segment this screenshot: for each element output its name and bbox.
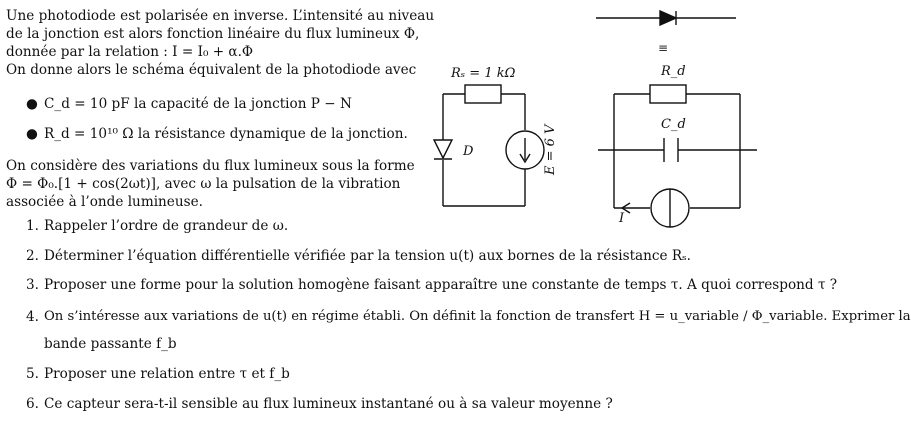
bullet-dot: ●	[26, 126, 38, 142]
question-number: 4.	[26, 309, 39, 325]
question-number: 2.	[26, 248, 39, 264]
label-rd: R_d	[661, 64, 686, 79]
question-number: 5.	[26, 366, 39, 382]
left-circuit	[434, 85, 544, 206]
label-i: I	[619, 211, 625, 226]
question-1: Rappeler l’ordre de grandeur de ω.	[44, 218, 289, 234]
intro-line-2: de la jonction est alors fonction linéaire du flux lumineux Φ,	[6, 26, 420, 42]
intro-line-1: Une photodiode est polarisée en inverse. L’intensité au niveau	[6, 8, 435, 24]
question-2: Déterminer l’équation différentielle vérifiée par la tension u(t) aux bornes de la résistance Rₛ.	[44, 248, 692, 264]
question-number: 6.	[26, 396, 39, 412]
variation-line-2: Φ = Φ₀.[1 + cos(2ωt)], avec ω la pulsation de la vibration	[6, 176, 401, 192]
question-number: 3.	[26, 277, 39, 293]
bullet-rd: R_d = 10¹⁰ Ω la résistance dynamique de la jonction.	[44, 126, 408, 142]
question-number: 1.	[26, 218, 39, 234]
label-cd: C_d	[661, 117, 686, 132]
variation-line-1: On considère des variations du flux lumineux sous la forme	[6, 158, 415, 174]
question-6: Ce capteur sera-t-il sensible au flux lumineux instantané ou à sa valeur moyenne ?	[44, 396, 613, 412]
label-e: E = 6 V	[543, 124, 558, 175]
question-4: On s’intéresse aux variations de u(t) en régime établi. On définit la fonction de transfert H = u_variable / Φ_variable. Exprimer la	[44, 309, 911, 324]
resistor-rd	[650, 85, 686, 103]
label-rs: Rₛ = 1 kΩ	[451, 66, 516, 81]
label-d: D	[463, 144, 474, 159]
question-5: Proposer une relation entre τ et f_b	[44, 366, 290, 382]
variation-line-3: associée à l’onde lumineuse.	[6, 194, 203, 210]
label-equivalent: ≡	[658, 41, 669, 55]
diode-symbol	[660, 11, 676, 25]
question-4-continued: bande passante f_b	[44, 336, 177, 352]
resistor-rs	[465, 85, 501, 103]
intro-line-3: donnée par la relation : I = I₀ + α.Φ	[6, 44, 254, 60]
bullet-cd: C_d = 10 pF la capacité de la jonction P − N	[44, 96, 352, 112]
question-3: Proposer une forme pour la solution homogène faisant apparaître une constante de temps τ. A quoi correspond τ ?	[44, 277, 838, 293]
bullet-dot: ●	[26, 96, 38, 112]
intro-line-4: On donne alors le schéma équivalent de la photodiode avec	[6, 62, 417, 78]
diode-d	[434, 140, 452, 158]
